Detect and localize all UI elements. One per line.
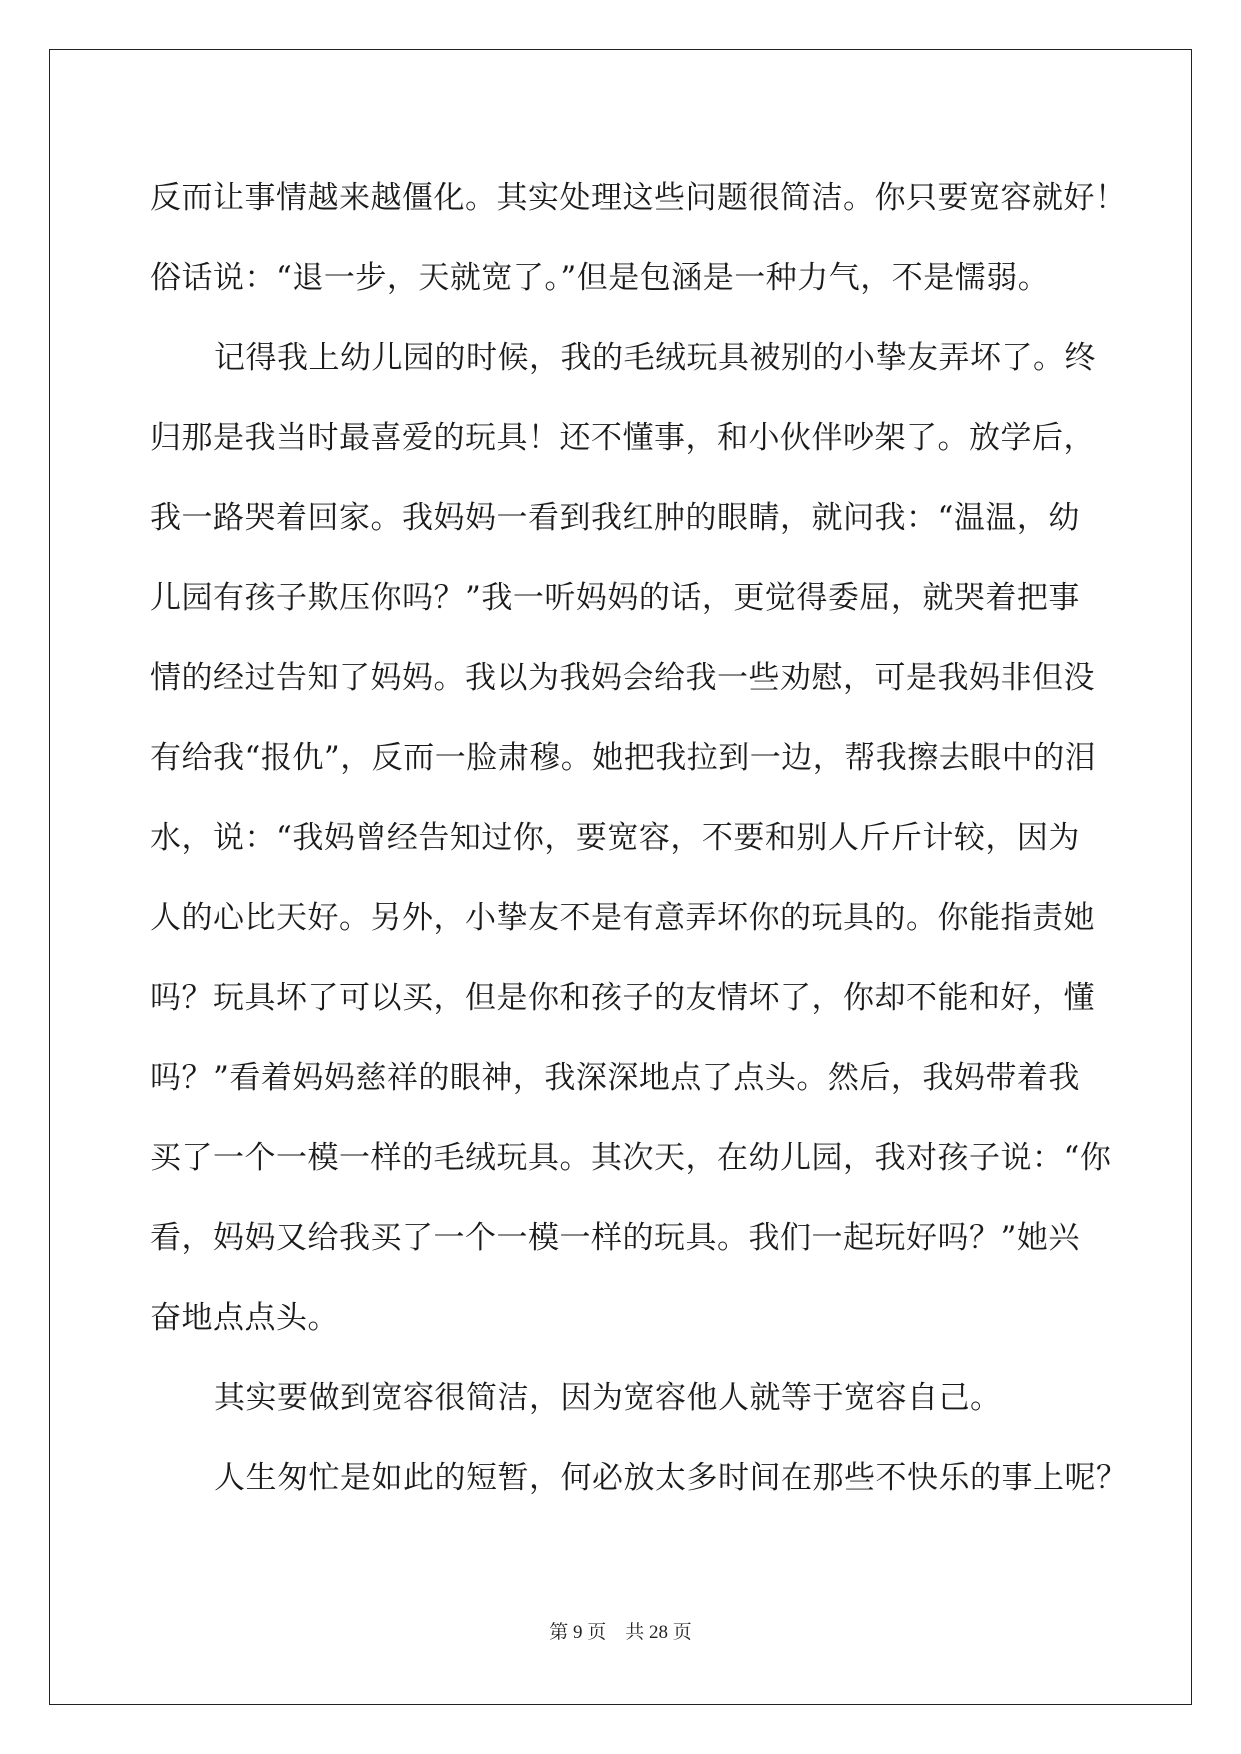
text-line: 俗话说：“退一步，天就宽了。”但是包涵是一种力气，不是懦弱。	[150, 260, 1050, 296]
paragraph-start-line: 记得我上幼儿园的时候，我的毛绒玩具被别的小挚友弄坏了。终	[214, 340, 1096, 376]
text-line: 我一路哭着回家。我妈妈一看到我红肿的眼睛，就问我：“温温，幼	[150, 500, 1080, 536]
text-line: 水，说：“我妈曾经告知过你，要宽容，不要和别人斤斤计较，因为	[150, 820, 1080, 856]
text-line: 人的心比天好。另外，小挚友不是有意弄坏你的玩具的。你能指责她	[150, 900, 1095, 936]
document-body	[150, 158, 1128, 1518]
paragraph-start-line: 人生匆忙是如此的短暂，何必放太多时间在那些不快乐的事上呢？	[214, 1460, 1128, 1496]
paragraph-start-line: 其实要做到宽容很简洁，因为宽容他人就等于宽容自己。	[214, 1380, 1002, 1416]
page-number-footer: 第 9 页 共 28 页	[549, 1622, 692, 1643]
text-line: 吗？”看着妈妈慈祥的眼神，我深深地点了点头。然后，我妈带着我	[150, 1060, 1080, 1096]
text-line: 归那是我当时最喜爱的玩具！还不懂事，和小伙伴吵架了。放学后，	[150, 420, 1095, 456]
text-line: 反而让事情越来越僵化。其实处理这些问题很简洁。你只要宽容就好！	[150, 180, 1127, 216]
text-line: 情的经过告知了妈妈。我以为我妈会给我一些劝慰，可是我妈非但没	[150, 660, 1095, 696]
text-line: 儿园有孩子欺压你吗？”我一听妈妈的话，更觉得委屈，就哭着把事	[150, 580, 1080, 616]
text-line: 有给我“报仇”，反而一脸肃穆。她把我拉到一边，帮我擦去眼中的泪	[150, 740, 1097, 776]
text-line: 看，妈妈又给我买了一个一模一样的玩具。我们一起玩好吗？”她兴	[150, 1220, 1080, 1256]
text-line: 奋地点点头。	[150, 1300, 339, 1336]
text-line: 吗？玩具坏了可以买，但是你和孩子的友情坏了，你却不能和好，懂	[150, 980, 1095, 1016]
text-line: 买了一个一模一样的毛绒玩具。其次天，在幼儿园，我对孩子说：“你	[150, 1140, 1112, 1176]
